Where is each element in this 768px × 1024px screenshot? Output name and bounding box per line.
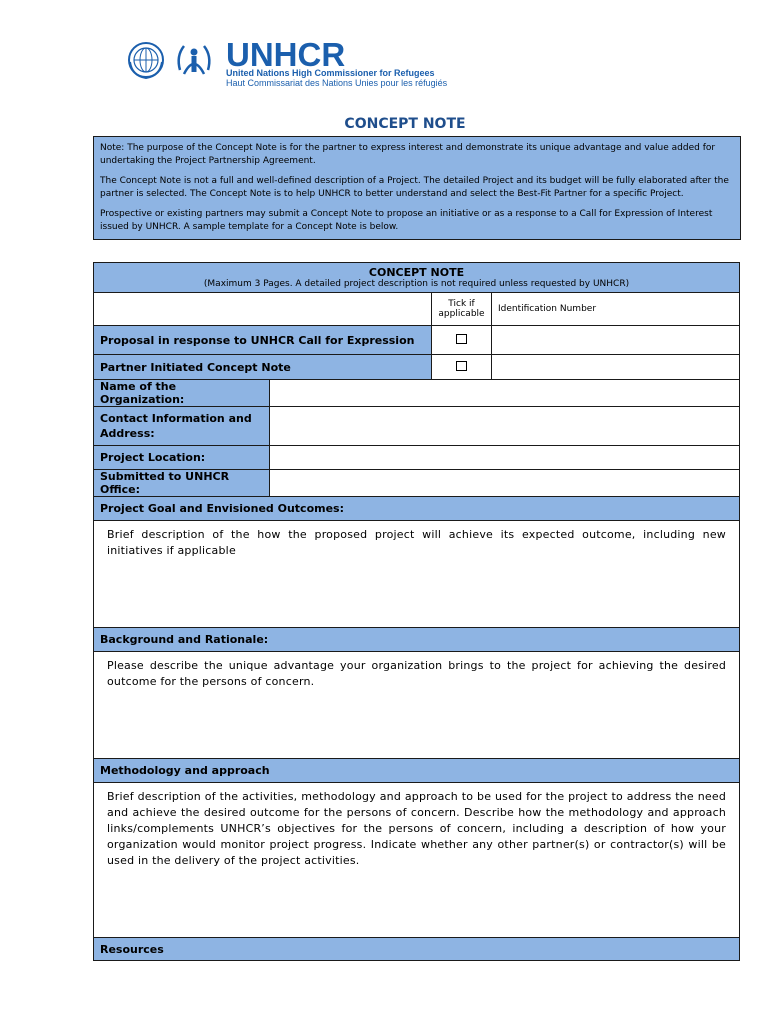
resources-header-row xyxy=(94,938,740,961)
goal-body-row xyxy=(94,521,740,628)
logo-subtitle-fr: Haut Commissariat des Nations Unies pour les réfugiés xyxy=(226,78,448,88)
methodology-header-row xyxy=(94,759,740,783)
background-body-row xyxy=(94,652,740,759)
office-label: Submitted to UNHCR Office: xyxy=(94,470,270,497)
call-expression-row xyxy=(94,326,740,355)
organization-row xyxy=(94,380,740,407)
page-title: CONCEPT NOTE xyxy=(344,116,466,132)
note-paragraph-1: Note: The purpose of the Concept Note is for the partner to express interest and demonstrate its unique advantage and value added for undertaking the Project Partnership Agreement. xyxy=(100,143,716,166)
resources-label: Resources xyxy=(94,938,740,961)
organization-label: Name of the Organization: xyxy=(94,380,270,407)
id-number-header: Identification Number xyxy=(492,293,740,326)
call-expression-tick-cell xyxy=(432,326,492,355)
call-expression-id-field[interactable] xyxy=(492,326,740,355)
partner-initiated-checkbox[interactable] xyxy=(456,361,467,371)
tick-header: Tick if applicable xyxy=(432,293,492,326)
background-header-row xyxy=(94,628,740,652)
methodology-body-row xyxy=(94,783,740,938)
form-subheading: (Maximum 3 Pages. A detailed project description is not required unless requested by UNHCR) xyxy=(203,279,630,289)
note-paragraph-3: Prospective or existing partners may submit a Concept Note to propose an initiative or as a response to a Call for Expression of Interest issued by UNHCR. A sample template for a Concept Note is below. xyxy=(100,209,713,232)
methodology-description[interactable]: Brief description of the activities, methodology and approach to be used for the project to address the need and achieve the desired outcome for the persons of concern. Describe how the methodology and approach links/complements UNHCR’s objectives for the persons of concern, including a description of how your organization would monitor project progress. Indicate whether any other partner(s) or contractor(s) will be used in the delivery of the project activities. xyxy=(94,783,740,938)
location-label: Project Location: xyxy=(94,446,270,470)
contact-field[interactable] xyxy=(270,407,740,446)
empty-header-cell xyxy=(94,293,432,326)
logo-subtitle-en: United Nations High Commissioner for Refugees xyxy=(226,68,435,78)
call-expression-checkbox[interactable] xyxy=(456,334,467,344)
office-field[interactable] xyxy=(270,470,740,497)
concept-note-form xyxy=(93,262,740,961)
goal-label: Project Goal and Envisioned Outcomes: xyxy=(94,497,740,521)
goal-description[interactable]: Brief description of the how the proposed project will achieve its expected outcome, including new initiatives if applicable xyxy=(94,521,740,628)
form-heading: CONCEPT NOTE xyxy=(368,266,465,279)
form-header-cell xyxy=(94,263,740,293)
contact-label: Contact Information and Address: xyxy=(94,407,270,446)
partner-initiated-row xyxy=(94,355,740,380)
unhcr-refugee-emblem-icon xyxy=(174,40,214,80)
location-field[interactable] xyxy=(270,446,740,470)
un-emblem-icon xyxy=(126,40,166,80)
partner-initiated-id-field[interactable] xyxy=(492,355,740,380)
background-description[interactable]: Please describe the unique advantage your organization brings to the project for achieving the desired outcome for the persons of concern. xyxy=(94,652,740,759)
note-paragraph-2: The Concept Note is not a full and well-defined description of a Project. The detailed Project and its budget will be fully elaborated after the partner is selected. The Concept Note is to help UNHCR to better understand and select the Best-Fit Partner for a specific Project. xyxy=(100,176,729,199)
background-label: Background and Rationale: xyxy=(94,628,740,652)
purpose-note xyxy=(93,136,741,240)
call-expression-label: Proposal in response to UNHCR Call for Expression xyxy=(94,326,432,355)
organization-field[interactable] xyxy=(270,380,740,407)
goal-header-row xyxy=(94,497,740,521)
location-row xyxy=(94,446,740,470)
column-header-row xyxy=(94,293,740,326)
office-row xyxy=(94,470,740,497)
partner-initiated-label: Partner Initiated Concept Note xyxy=(94,355,432,380)
form-header-row xyxy=(94,263,740,293)
logo-title: UNHCR xyxy=(226,36,346,73)
methodology-label: Methodology and approach xyxy=(94,759,740,783)
partner-initiated-tick-cell xyxy=(432,355,492,380)
contact-row xyxy=(94,407,740,446)
